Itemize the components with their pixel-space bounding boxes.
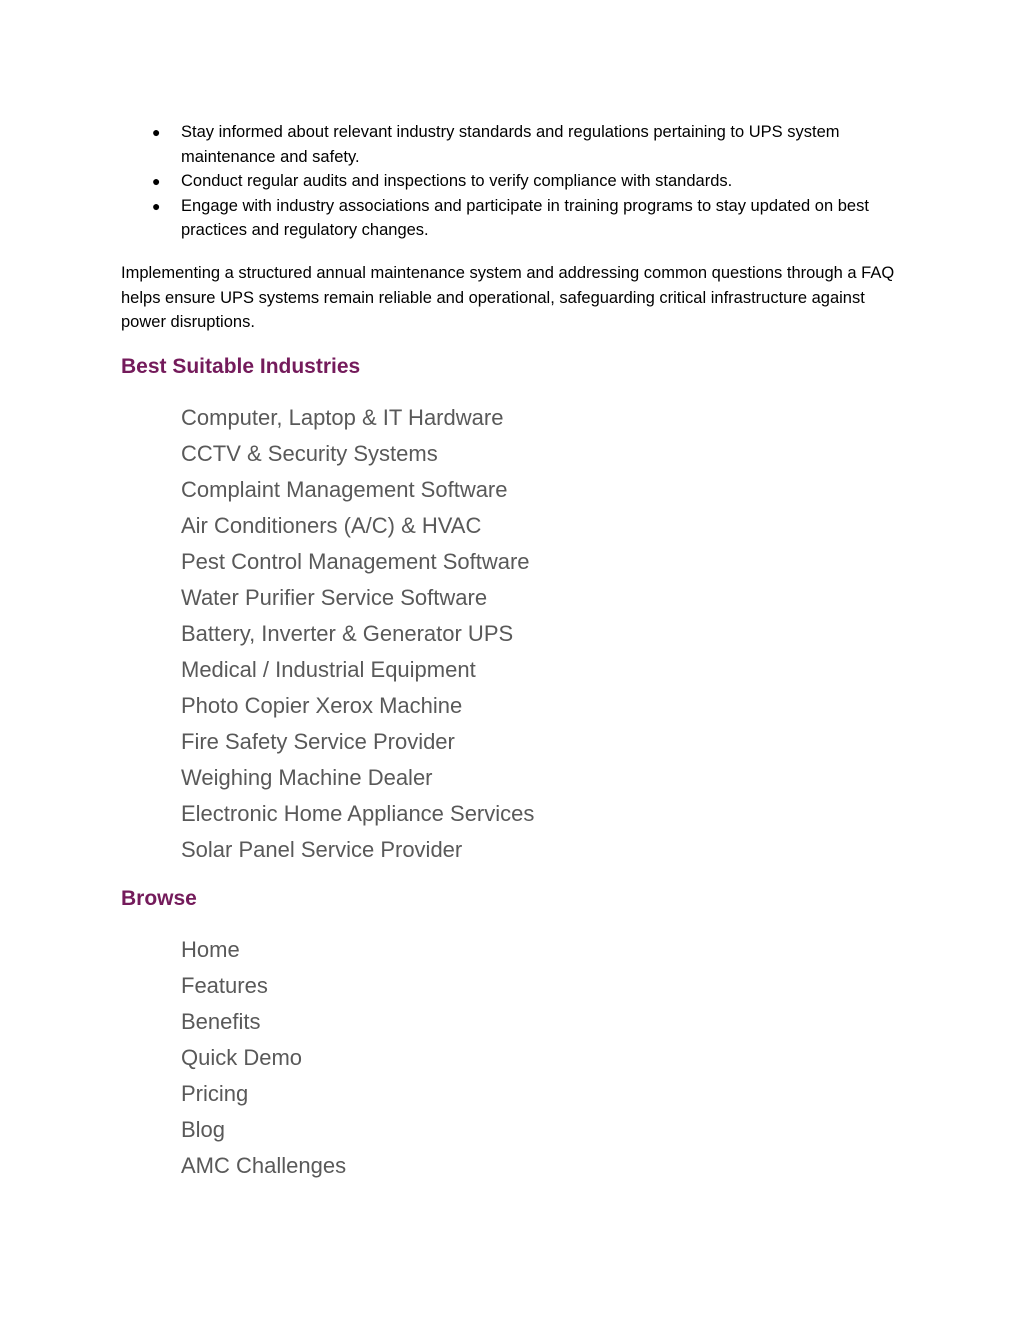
- industry-link[interactable]: CCTV & Security Systems: [181, 441, 438, 466]
- bullet-text: Engage with industry associations and participate in training programs to stay updated on best practices and regulatory changes.: [181, 196, 869, 239]
- browse-heading: Browse: [121, 887, 197, 910]
- industry-link[interactable]: Solar Panel Service Provider: [181, 837, 463, 862]
- browse-link-amc-challenges[interactable]: AMC Challenges: [181, 1153, 347, 1178]
- browse-list: [181, 932, 346, 1184]
- bullet-item: [121, 120, 901, 169]
- browse-link-benefits[interactable]: Benefits: [181, 1009, 261, 1034]
- industries-heading: Best Suitable Industries: [121, 355, 361, 378]
- industry-link[interactable]: Computer, Laptop & IT Hardware: [181, 405, 504, 430]
- industry-link[interactable]: Complaint Management Software: [181, 477, 508, 502]
- industry-link[interactable]: Medical / Industrial Equipment: [181, 657, 476, 682]
- browse-link-pricing[interactable]: Pricing: [181, 1081, 249, 1106]
- bullet-text: Stay informed about relevant industry standards and regulations pertaining to UPS system maintenance and safety.: [181, 123, 840, 166]
- summary-paragraph: Implementing a structured annual maintenance system and addressing common questions through a FAQ helps ensure UPS systems remain reliable and operational, safeguarding critical infrastructure against power disruptions.: [121, 264, 895, 331]
- compliance-bullet-list: [121, 120, 901, 243]
- bullet-icon: ●: [152, 173, 161, 189]
- industry-link[interactable]: Fire Safety Service Provider: [181, 729, 455, 754]
- industry-link[interactable]: Photo Copier Xerox Machine: [181, 693, 463, 718]
- browse-link-blog[interactable]: Blog: [181, 1117, 226, 1142]
- browse-link-home[interactable]: Home: [181, 937, 240, 962]
- bullet-item: [121, 169, 901, 194]
- browse-link-features[interactable]: Features: [181, 973, 268, 998]
- industry-link[interactable]: Pest Control Management Software: [181, 549, 530, 574]
- bullet-item: [121, 194, 901, 243]
- bullet-text: Conduct regular audits and inspections to verify compliance with standards.: [181, 172, 733, 190]
- bullet-icon: ●: [152, 124, 161, 140]
- browse-link-quick-demo[interactable]: Quick Demo: [181, 1045, 303, 1070]
- industry-link[interactable]: Electronic Home Appliance Services: [181, 801, 535, 826]
- industry-link[interactable]: Water Purifier Service Software: [181, 585, 488, 610]
- industry-link[interactable]: Battery, Inverter & Generator UPS: [181, 621, 514, 646]
- industry-link[interactable]: Air Conditioners (A/C) & HVAC: [181, 513, 482, 538]
- industry-link[interactable]: Weighing Machine Dealer: [181, 765, 433, 790]
- bullet-icon: ●: [152, 197, 161, 214]
- industries-list: [181, 400, 534, 868]
